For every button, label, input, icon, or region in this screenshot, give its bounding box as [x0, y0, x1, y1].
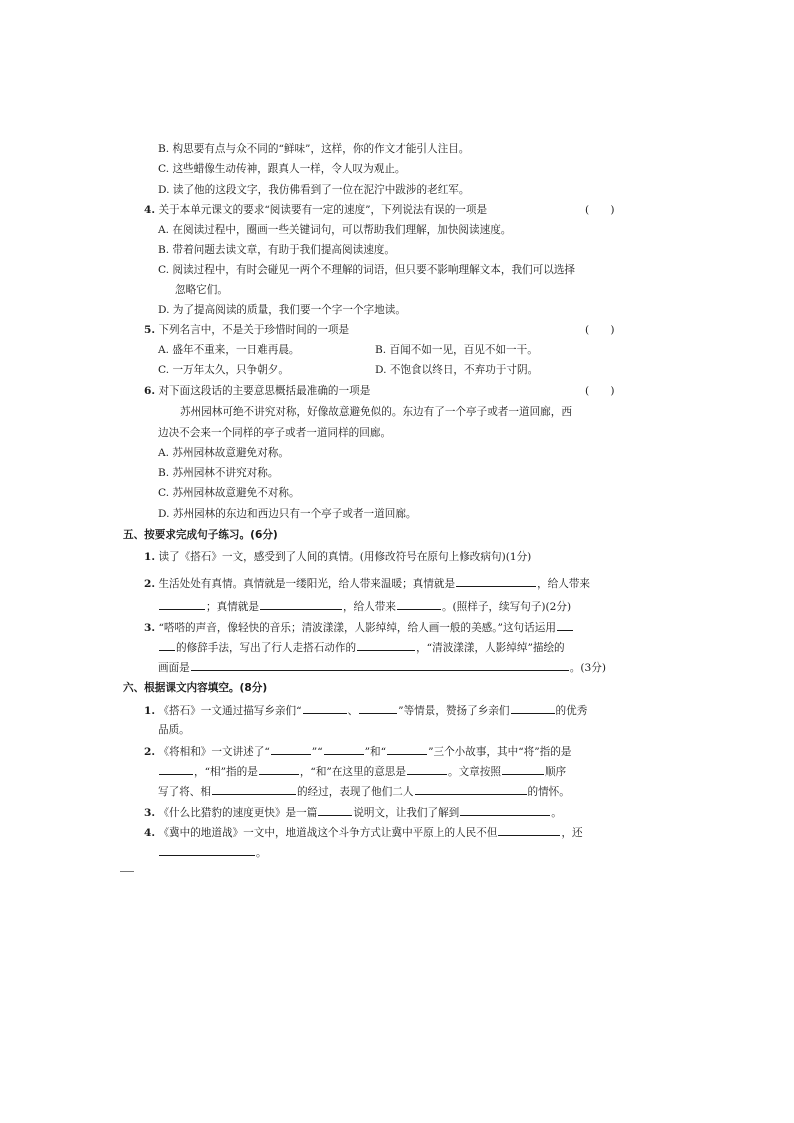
- s5-q3-line3: [158, 660, 606, 675]
- s6-q2-text-h: 顺序: [544, 766, 567, 778]
- s5-q3-number: 3.: [144, 622, 156, 634]
- q4-option-d: D. 为了提高阅读的质量，我们要一个字一个字地读。: [158, 304, 406, 316]
- s5-q2-blank3[interactable]: [260, 599, 342, 610]
- s6-q1-text-b: 、: [347, 705, 359, 717]
- q5-option-c: C. 一万年太久，只争朝夕。: [158, 364, 289, 376]
- q6-passage-line1: 苏州园林可绝不讲究对称，好像故意避免似的。东边有了一个亭子或者一道回廊，西: [180, 406, 572, 418]
- s6-q2-blank5[interactable]: [259, 764, 299, 775]
- s5-q3-blank1-cont[interactable]: [159, 640, 175, 651]
- q6-number: 6.: [144, 385, 156, 397]
- q5-option-d: D. 不饱食以终日，不弃功于寸阴。: [375, 364, 539, 376]
- s6-q1-line2: 品质。: [158, 724, 190, 736]
- s5-q2-text-d: ，给人带来: [342, 601, 396, 613]
- q5-answer-paren[interactable]: ( ): [585, 324, 615, 336]
- q6-passage-line2: 边决不会来一个同样的亭子或者一道同样的回廊。: [158, 427, 392, 439]
- s6-q1-text-d: 的优秀: [555, 705, 588, 717]
- s5-q3-text-e: 。(3分): [569, 662, 606, 674]
- s6-q2-blank6[interactable]: [407, 764, 447, 775]
- q4-option-c-line2: 忽略它们。: [175, 284, 228, 296]
- s6-q2-text-i: 写了将、相: [158, 786, 211, 798]
- s6-q2-number: 2.: [144, 746, 156, 758]
- s5-q2-line2: [158, 599, 571, 614]
- s6-q2-text-b: ”“: [311, 746, 323, 758]
- s5-q3-line1: [144, 620, 574, 635]
- section-6-title: 六、根据课文内容填空。(8分): [123, 682, 268, 694]
- s5-q2-text-b: ，给人带来: [537, 578, 591, 590]
- s6-q2-blank2[interactable]: [324, 744, 364, 755]
- s6-q2-text-d: ”三个小故事，其中“将”指的是: [428, 746, 572, 758]
- s6-q4-number: 4.: [144, 827, 156, 839]
- s6-q2-text-g: 。文章按照: [448, 766, 501, 778]
- s6-q2-blank7[interactable]: [502, 764, 544, 775]
- s6-q2-blank9[interactable]: [415, 784, 527, 795]
- s6-q3-text-c: 。: [551, 807, 562, 819]
- q6-stem: [144, 384, 370, 398]
- s6-q4-line2: [158, 845, 267, 860]
- q5-stem-text: 下列名言中，不是关于珍惜时间的一项是: [158, 324, 350, 336]
- s5-q3-blank3[interactable]: [191, 660, 569, 671]
- q4-option-b: B. 带着问题去读文章，有助于我们提高阅读速度。: [158, 244, 395, 256]
- s6-q1-number: 1.: [144, 705, 156, 717]
- q3-option-c: C. 这些蜡像生动传神，跟真人一样，令人叹为观止。: [158, 163, 406, 175]
- s6-q2-blank8[interactable]: [212, 784, 296, 795]
- s6-q3-blank2[interactable]: [460, 805, 550, 816]
- q6-option-b: B. 苏州园林不讲究对称。: [158, 467, 279, 479]
- s6-q2-blank1[interactable]: [271, 744, 311, 755]
- s5-q1-text: 读了《搭石》一文，感受到了人间的真情。: [158, 551, 360, 563]
- s5-q2-line1: [144, 576, 590, 591]
- s5-q3-text-b: 的修辞手法，写出了行人走搭石动作的: [176, 642, 357, 654]
- scan-mark: [120, 871, 134, 872]
- q3-option-d: D. 读了他的这段文字，我仿佛看到了一位在泥泞中跋涉的老红军。: [158, 184, 470, 196]
- s6-q2-text-k: 的情怀。: [527, 786, 570, 798]
- s6-q1-blank2[interactable]: [359, 703, 397, 714]
- q5-stem: [144, 323, 349, 337]
- s6-q2-text-a: 《将相和》一文讲述了“: [158, 746, 270, 758]
- q4-answer-paren[interactable]: ( ): [585, 204, 615, 216]
- s6-q2-line1: [144, 744, 571, 759]
- s5-q3-text-d: 画面是: [158, 662, 190, 674]
- q5-option-b: B. 百闻不如一见，百见不如一干。: [375, 344, 538, 356]
- s6-q1-text-c: ”等情景，赞扬了乡亲们: [398, 705, 510, 717]
- s6-q4-text-c: 。: [256, 847, 267, 859]
- s6-q4-line1: [144, 825, 583, 840]
- s6-q2-text-e: ，“相”指的是: [194, 766, 258, 778]
- s6-q4-text-a: 《冀中的地道战》一文中，地道战这个斗争方式让冀中平原上的人民不但: [158, 827, 498, 839]
- s5-q2-blank4[interactable]: [397, 599, 441, 610]
- q6-option-d: D. 苏州园林的东边和西边只有一个亭子或者一道回廊。: [158, 508, 417, 520]
- q5-number: 5.: [144, 324, 156, 336]
- s5-q1: [144, 550, 531, 564]
- s6-q1-text-a: 《搭石》一文通过描写乡亲们“: [158, 705, 302, 717]
- q5-option-a: A. 盛年不重来，一日难再晨。: [158, 344, 300, 356]
- s6-q1-blank3[interactable]: [511, 703, 555, 714]
- s5-q2-number: 2.: [144, 578, 156, 590]
- s5-q1-score: (1分): [505, 551, 532, 563]
- s5-q2-blank1[interactable]: [456, 576, 536, 587]
- q4-number: 4.: [144, 204, 156, 216]
- s5-q2-blank2[interactable]: [159, 599, 205, 610]
- s6-q2-line3: [158, 784, 570, 799]
- s5-q3-blank1[interactable]: [557, 620, 573, 631]
- section-5-title: 五、按要求完成句子练习。(6分): [123, 529, 278, 541]
- s6-q2-text-f: ，“和”在这里的意思是: [299, 766, 406, 778]
- s5-q1-note: (用修改符号在原句上修改病句): [359, 551, 506, 563]
- s5-q3-text-c: ，“清波漾漾，人影绰绰”描绘的: [416, 642, 565, 654]
- s5-q1-number: 1.: [144, 551, 156, 563]
- q4-stem: [144, 203, 487, 217]
- s5-q2-text-c: ；真情就是: [206, 601, 259, 613]
- s5-q3-blank2[interactable]: [357, 640, 415, 651]
- s6-q2-line2: [158, 764, 566, 779]
- q6-option-a: A. 苏州园林故意避免对称。: [158, 447, 289, 459]
- s6-q3-text-a: 《什么比猎豹的速度更快》是一篇: [158, 807, 318, 819]
- s5-q2-text-e: 。: [441, 601, 453, 613]
- s6-q1-blank1[interactable]: [303, 703, 347, 714]
- s6-q3-text-b: 说明文，让我们了解到: [353, 807, 460, 819]
- q4-option-c-line1: C. 阅读过程中，有时会碰见一两个不理解的词语，但只要不影响理解文本，我们可以选择: [158, 264, 576, 276]
- s6-q2-text-j: 的经过，表现了他们二人: [296, 786, 414, 798]
- s6-q2-blank4[interactable]: [159, 764, 193, 775]
- s5-q2-text-a: 生活处处有真情。真情就是一缕阳光，给人带来温暖；真情就是: [158, 578, 456, 590]
- s6-q3-blank1[interactable]: [318, 805, 352, 816]
- q6-stem-text: 对下面这段话的主要意思概括最准确的一项是: [158, 385, 371, 397]
- s6-q2-blank3[interactable]: [387, 744, 427, 755]
- s6-q1-line1: [144, 703, 587, 718]
- s5-q3-text-a: “嗒嗒的声音，像轻快的音乐；清波漾漾，人影绰绰，给人画一般的美感。”这句话运用: [158, 622, 556, 634]
- q4-option-a: A. 在阅读过程中，圈画一些关键词句，可以帮助我们理解，加快阅读速度。: [158, 224, 512, 236]
- q6-answer-paren[interactable]: ( ): [585, 385, 615, 397]
- s6-q4-blank1[interactable]: [498, 825, 560, 836]
- q3-option-b: B. 构思要有点与众不同的“鲜味”，这样，你的作文才能引人注目。: [158, 143, 470, 155]
- s6-q4-text-b: ，还: [561, 827, 583, 839]
- q4-stem-text: 关于本单元课文的要求“阅读要有一定的速度”，下列说法有误的一项是: [158, 204, 488, 216]
- q6-option-c: C. 苏州园林故意避免不对称。: [158, 487, 300, 499]
- s6-q3-number: 3.: [144, 807, 156, 819]
- s6-q2-text-c: ”和“: [364, 746, 387, 758]
- s5-q3-line2: [158, 640, 565, 655]
- s6-q4-blank2[interactable]: [159, 845, 255, 856]
- s6-q3: [144, 805, 562, 820]
- s5-q2-score: (2分): [545, 601, 572, 613]
- s5-q2-note: (照样子，续写句子): [452, 601, 546, 613]
